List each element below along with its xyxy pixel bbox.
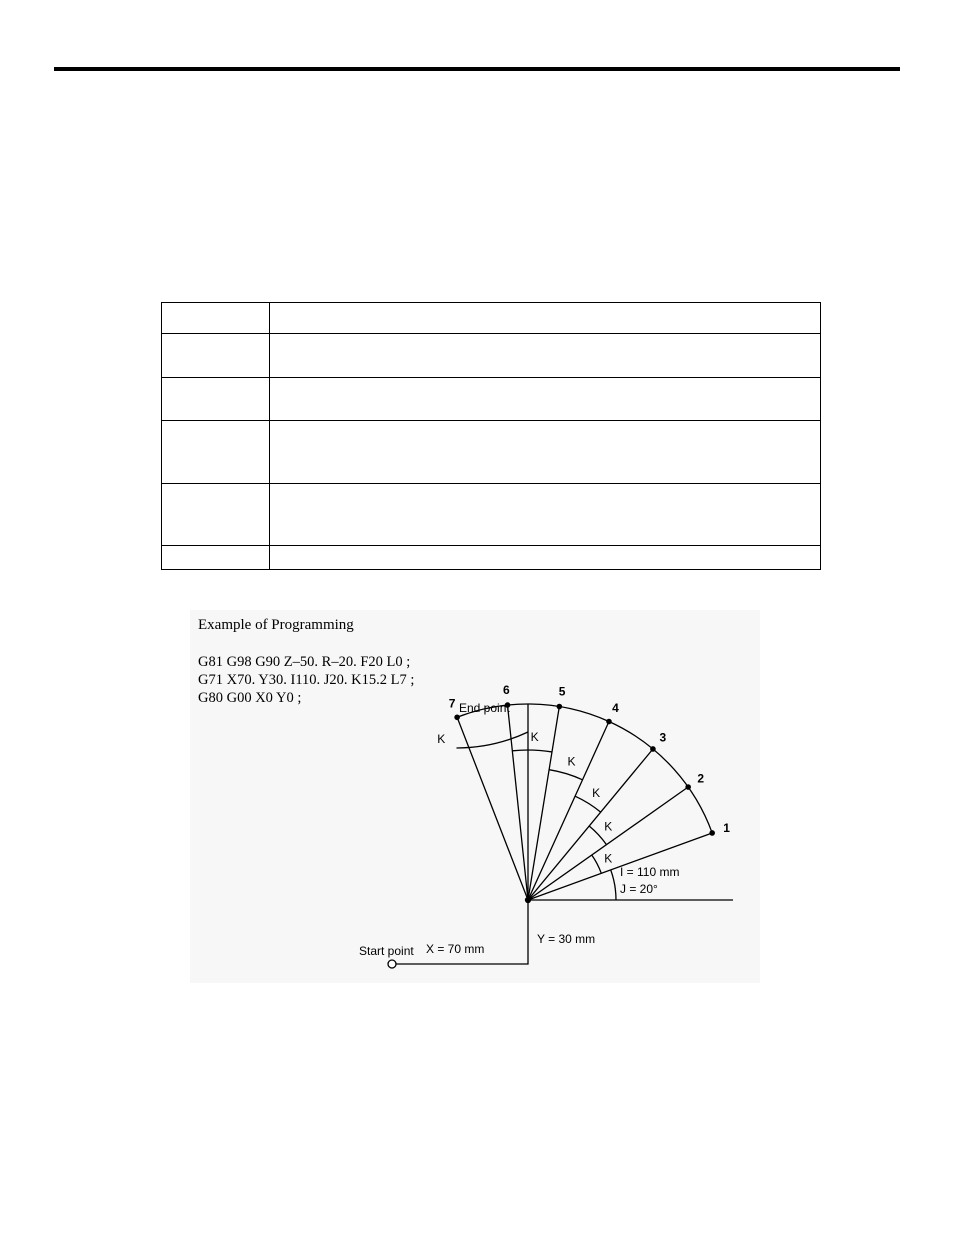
hole-1 (709, 830, 715, 836)
hole-3 (650, 746, 656, 752)
table-row (162, 303, 821, 334)
table-cell (270, 378, 821, 421)
table-row (162, 334, 821, 378)
table-cell (162, 421, 270, 484)
k-angle-arc-6 (456, 732, 528, 748)
hole-number-4: 4 (612, 700, 619, 715)
hole-4 (606, 719, 612, 725)
end-point-label: End point (459, 701, 510, 715)
table-row (162, 421, 821, 484)
table-cell (162, 334, 270, 378)
hole-number-6: 6 (502, 683, 510, 698)
hole-number-5: 5 (558, 684, 566, 699)
table-cell (162, 484, 270, 546)
table-row (162, 546, 821, 570)
radial-line-4 (528, 722, 609, 900)
k-label-3: K (592, 786, 601, 801)
header-rule (54, 67, 900, 71)
k-label-2: K (604, 819, 613, 834)
x-distance-label: X = 70 mm (426, 942, 485, 956)
angle-label: J = 20° (620, 882, 658, 896)
k-angle-arc-5 (512, 750, 552, 752)
table-row (162, 484, 821, 546)
start-point-label: Start point (359, 944, 414, 958)
radial-line-6 (508, 705, 528, 900)
k-angle-arc-4 (549, 770, 582, 780)
k-label-4: K (567, 754, 576, 769)
table-cell (162, 546, 270, 570)
hole-number-3: 3 (659, 730, 667, 745)
hole-number-1: 1 (723, 820, 730, 835)
bolt-circle-arc (457, 704, 712, 833)
table-cell (270, 484, 821, 546)
hole-5 (557, 704, 563, 710)
program-line-1: G81 G98 G90 Z–50. R–20. F20 L0 ; (198, 654, 411, 670)
k-angle-arc-1 (592, 855, 602, 873)
table-cell (162, 303, 270, 334)
y-distance-label: Y = 30 mm (537, 932, 596, 946)
k-label-1: K (604, 851, 613, 866)
j-angle-arc (611, 870, 616, 900)
hole-2 (685, 784, 691, 790)
figure-title: Example of Programming (198, 617, 354, 633)
program-line-3: G80 G00 X0 Y0 ; (198, 690, 302, 706)
hole-number-7: 7 (448, 696, 456, 711)
bolt-hole-diagram (190, 610, 760, 983)
programming-example-figure (190, 610, 760, 983)
program-line-2: G71 X70. Y30. I110. J20. K15.2 L7 ; (198, 672, 415, 688)
table-cell (162, 378, 270, 421)
k-label-6: K (437, 732, 446, 747)
table-cell (270, 334, 821, 378)
table-cell (270, 303, 821, 334)
parameter-table (161, 302, 821, 570)
hole-number-2: 2 (697, 771, 705, 786)
radius-label: I = 110 mm (620, 865, 680, 879)
start-point-marker (388, 960, 396, 968)
table-cell (270, 421, 821, 484)
k-label-5: K (530, 730, 539, 745)
hole-7 (454, 714, 460, 720)
table-row (162, 378, 821, 421)
table-cell (270, 546, 821, 570)
